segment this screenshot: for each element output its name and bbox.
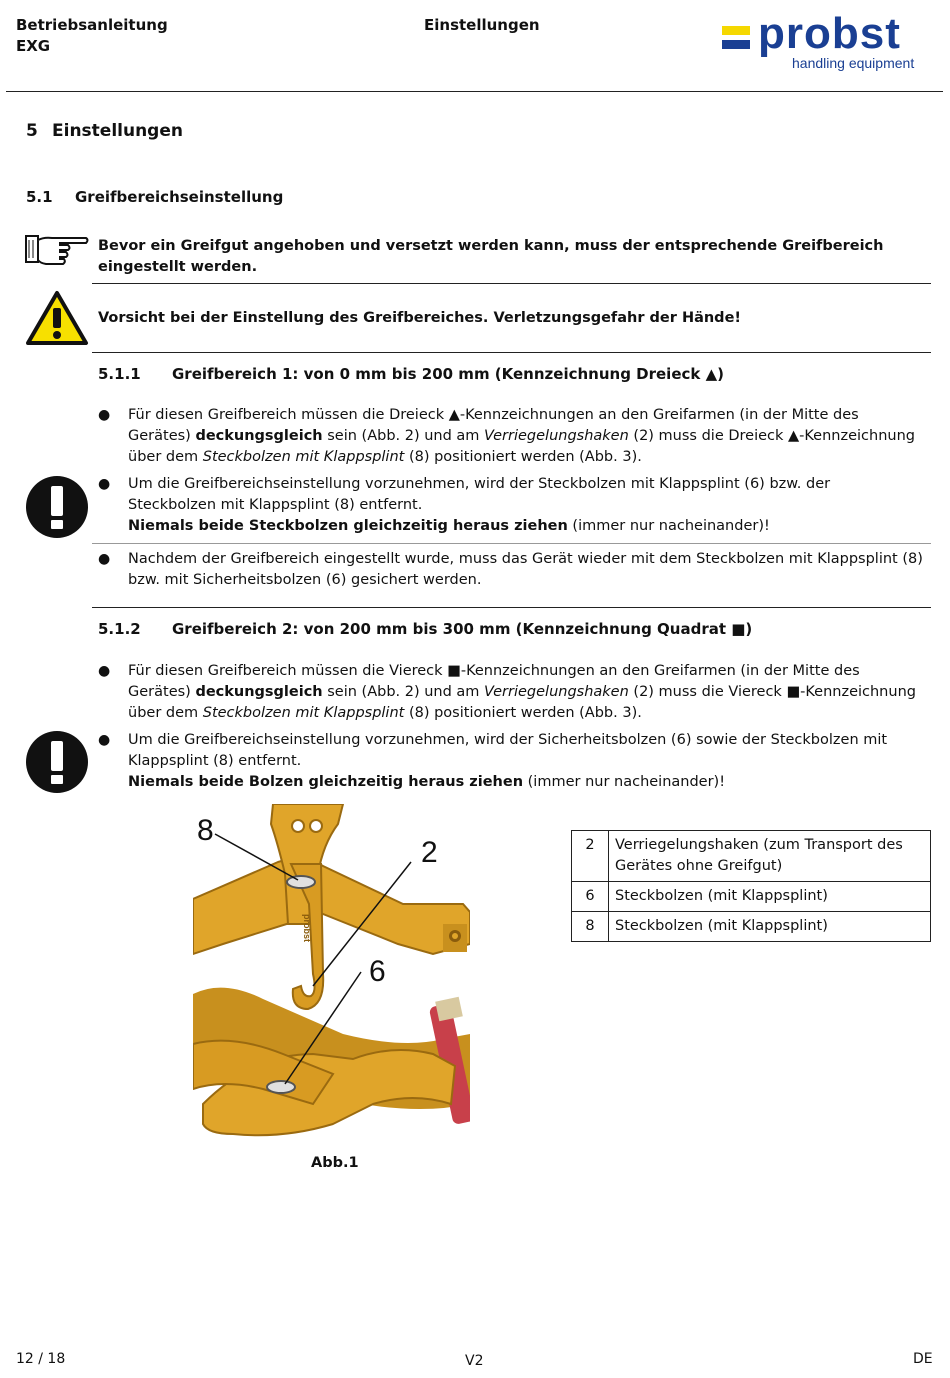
- table-row: [572, 831, 931, 882]
- callout-6: 6: [369, 955, 386, 988]
- subsection-1-number: 5.1.1: [98, 365, 141, 383]
- section-number: 5.1: [26, 188, 53, 206]
- callout-8: 8: [197, 814, 214, 847]
- subsection-2-title: Greifbereich 2: von 200 mm bis 300 mm (Kennzeichnung Quadrat ■): [172, 620, 753, 638]
- bullet-line: Um die Greifbereichseinstellung vorzunehmen, wird der Sicherheitsbolzen (6) sowie der Steckbolzen mit: [128, 732, 888, 748]
- section-title: Greifbereichseinstellung: [75, 188, 284, 206]
- bullet-line: bzw. mit Sicherheitsbolzen (6) gesichert werden.: [128, 572, 482, 588]
- version-label: V2: [465, 1353, 484, 1369]
- warning-triangle-icon: [25, 290, 89, 346]
- warning-text: Vorsicht bei der Einstellung des Greifbereiches. Verletzungsgefahr der Hände!: [98, 310, 742, 326]
- header-section: Einstellungen: [424, 16, 540, 34]
- legend-table: [571, 830, 931, 942]
- exclamation-icon: [26, 476, 88, 538]
- chapter-title: Einstellungen: [52, 121, 183, 141]
- warning-rule: [92, 352, 931, 353]
- bullet-line: Niemals beide Bolzen gleichzeitig heraus ziehen (immer nur nacheinander)!: [128, 774, 726, 790]
- bullet-dot: ●: [98, 407, 111, 423]
- bullet-dot: ●: [98, 732, 111, 748]
- chapter-number: 5: [26, 121, 38, 141]
- bullet-line: Niemals beide Steckbolzen gleichzeitig heraus ziehen (immer nur nacheinander)!: [128, 518, 770, 534]
- pointing-hand-icon: [24, 232, 90, 270]
- doc-title: Betriebsanleitung: [16, 16, 168, 34]
- bullet-line: Für diesen Greifbereich müssen die Dreieck ▲-Kennzeichnungen an den Greifarmen (in der Mitte des: [128, 407, 859, 423]
- callout-2: 2: [421, 836, 438, 869]
- legend-text: Steckbolzen (mit Klappsplint): [609, 882, 931, 912]
- probst-logo: [722, 9, 937, 76]
- legend-text: Verriegelungshaken (zum Transport des Gerätes ohne Greifgut): [609, 831, 931, 882]
- logo-blue-bar: [722, 40, 750, 49]
- language-label: DE: [913, 1351, 933, 1367]
- table-row: [572, 912, 931, 942]
- bullet-line: über dem Steckbolzen mit Klappsplint (8) positioniert werden (Abb. 3).: [128, 449, 642, 465]
- subsection-1-title: Greifbereich 1: von 0 mm bis 200 mm (Kennzeichnung Dreieck ▲): [172, 365, 724, 383]
- page-number: 12 / 18: [16, 1351, 66, 1367]
- legend-number: 6: [572, 882, 609, 912]
- bullet-line: Klappsplint (8) entfernt.: [128, 753, 302, 769]
- legend-number: 2: [572, 831, 609, 882]
- bullet-line: Gerätes) deckungsgleich sein (Abb. 2) und am Verriegelungshaken (2) muss die Viereck ■-Kennzeichnung: [128, 684, 916, 700]
- figure-caption: Abb.1: [311, 1155, 359, 1171]
- bullet-line: Nachdem der Greifbereich eingestellt wurde, muss das Gerät wieder mit dem Steckbolzen mit Klappsplint (8): [128, 551, 923, 567]
- bullet-line: Steckbolzen mit Klappsplint (8) entfernt.: [128, 497, 423, 513]
- hook-engraving: probst: [302, 914, 312, 942]
- doc-subtitle: EXG: [16, 37, 51, 55]
- note-text: Bevor ein Greifgut angehoben und versetzt werden kann, muss der entsprechende Greifbereich eingestellt werden.: [98, 238, 884, 275]
- bullet-dot: ●: [98, 551, 111, 567]
- table-row: [572, 882, 931, 912]
- bullet-divider: [92, 543, 931, 544]
- bullet-dot: ●: [98, 663, 111, 679]
- legend-number: 8: [572, 912, 609, 942]
- exclamation-icon: [26, 731, 88, 793]
- bullet-dot: ●: [98, 476, 111, 492]
- bullet-line: Für diesen Greifbereich müssen die Viereck ■-Kennzeichnungen an den Greifarmen (in der Mitte des: [128, 663, 860, 679]
- subsection-2-number: 5.1.2: [98, 620, 141, 638]
- logo-wordmark: probst: [758, 9, 901, 58]
- bullet-line: über dem Steckbolzen mit Klappsplint (8) positioniert werden (Abb. 3).: [128, 705, 642, 721]
- gripper-photo: [193, 804, 470, 1148]
- bullet-line: Um die Greifbereichseinstellung vorzunehmen, wird der Steckbolzen mit Klappsplint (6) bzw. der: [128, 476, 831, 492]
- note-rule: [92, 283, 931, 284]
- bullet-line: Gerätes) deckungsgleich sein (Abb. 2) und am Verriegelungshaken (2) muss die Dreieck ▲-Kennzeichnung: [128, 428, 915, 444]
- legend-text: Steckbolzen (mit Klappsplint): [609, 912, 931, 942]
- logo-tagline: handling equipment: [792, 55, 915, 71]
- logo-yellow-bar: [722, 26, 750, 35]
- header-rule: [6, 91, 943, 92]
- subsection-rule: [92, 607, 931, 608]
